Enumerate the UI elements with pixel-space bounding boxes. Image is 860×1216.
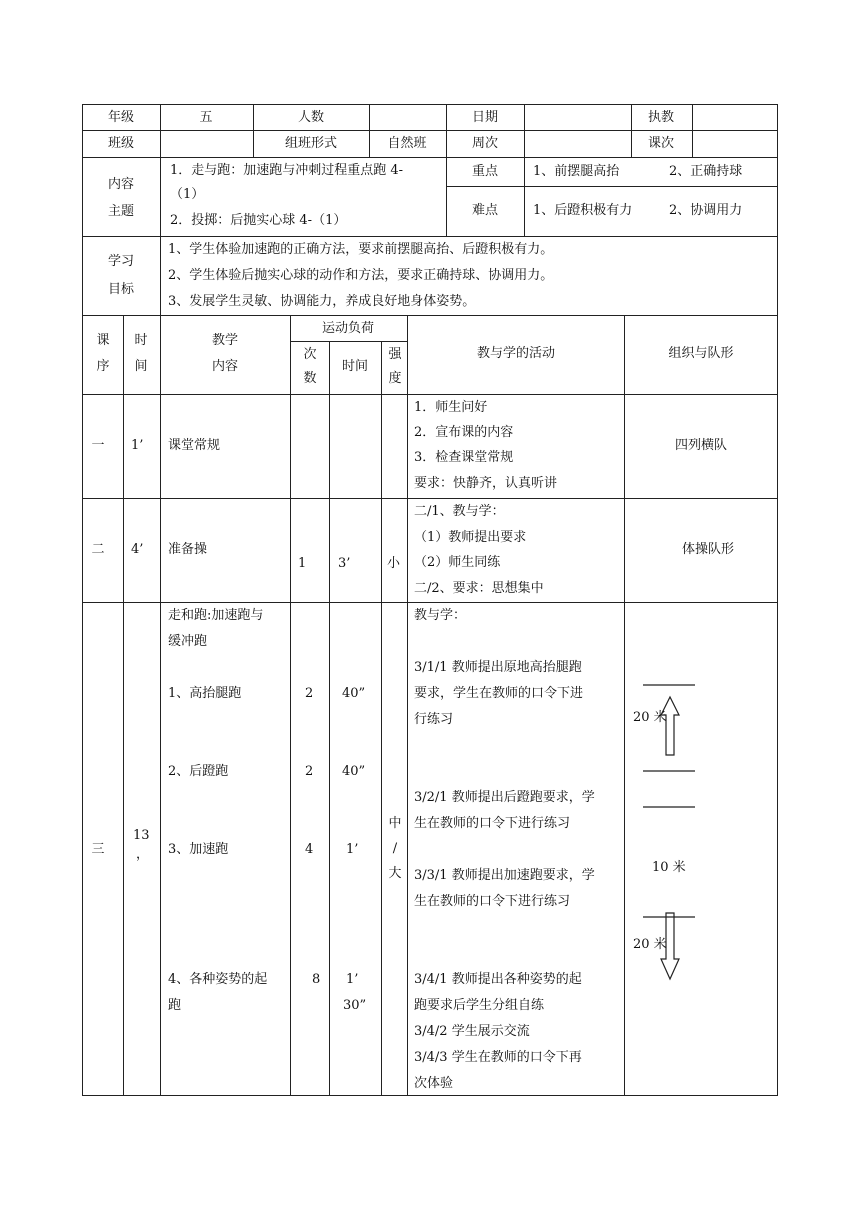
item-duration: 30” <box>343 998 367 1013</box>
activity-line: 二/2、要求：思想集中 <box>414 581 544 596</box>
col-time-1: 时 <box>134 333 148 348</box>
item-name: 1、高抬腿跑 <box>168 686 242 701</box>
key-point-1: 1、前摆腿高抬 <box>533 164 620 179</box>
activity-line: 二/1、教与学： <box>414 504 505 519</box>
difficulty-label: 难点 <box>471 203 499 218</box>
organization-label: 组班形式 <box>284 136 338 151</box>
grade-label: 年级 <box>107 110 135 125</box>
activity-line: 要求，学生在教师的口令下进 <box>414 686 584 701</box>
activity-line: 3/3/1 教师提出加速跑要求，学 <box>414 868 595 883</box>
col-reps-2: 数 <box>303 371 317 386</box>
col-intensity-2: 度 <box>388 371 402 386</box>
col-content-2: 内容 <box>211 359 239 374</box>
student-count-label: 人数 <box>297 110 325 125</box>
item-reps: 2 <box>305 764 314 779</box>
difficulty-2: 2、协调用力 <box>669 203 743 218</box>
col-formation: 组织与队形 <box>668 346 734 361</box>
date-label: 日期 <box>471 110 499 125</box>
objectives-label-2: 目标 <box>107 282 135 297</box>
item-duration: 1’ <box>346 972 359 987</box>
difficulty-1: 1、后蹬积极有力 <box>533 203 633 218</box>
organization-value: 自然班 <box>387 136 427 151</box>
row-content-title: 缓冲跑 <box>168 634 208 649</box>
activity-line: 1．师生问好 <box>414 400 488 415</box>
row-time: 13 <box>133 828 150 843</box>
activity-line: 3/4/1 教师提出各种姿势的起 <box>414 972 582 987</box>
row-content: 准备操 <box>168 542 208 557</box>
col-order-1: 课 <box>96 333 110 348</box>
row-content: 课堂常规 <box>168 438 221 453</box>
activity-line: 3/1/1 教师提出原地高抬腿跑 <box>414 660 582 675</box>
item-duration: 1’ <box>346 842 359 857</box>
row-intensity: / <box>392 841 398 856</box>
activity-line: 3/2/1 教师提出后蹬跑要求，学 <box>414 790 595 805</box>
activity-line: （1）教师提出要求 <box>414 530 527 545</box>
running-lane-diagram <box>625 603 777 1095</box>
distance-label: 20 米 <box>633 710 667 725</box>
objective-item: 1、学生体验加速跑的正确方法，要求前摆腿高抬、后蹬积极有力。 <box>168 242 554 257</box>
row-duration: 3’ <box>338 556 351 571</box>
objective-item: 2、学生体验后抛实心球的动作和方法，要求正确持球、协调用力。 <box>168 268 554 283</box>
activity-line: 2．宣布课的内容 <box>414 425 514 440</box>
row-order: 一 <box>91 438 105 453</box>
activity-line: 3/4/3 学生在教师的口令下再 <box>414 1050 582 1065</box>
item-reps: 4 <box>305 842 314 857</box>
key-point-2: 2、正确持球 <box>669 164 743 179</box>
col-load: 运动负荷 <box>321 321 375 336</box>
row-order: 二 <box>91 542 105 557</box>
content-line-2: 2．投掷：后抛实心球 4-（1） <box>170 213 347 228</box>
objectives-label-1: 学习 <box>107 254 135 269</box>
row-formation: 四列横队 <box>674 438 728 453</box>
row-time: 4’ <box>131 542 144 557</box>
row-content-title: 走和跑:加速跑与 <box>168 608 264 623</box>
row-intensity: 大 <box>388 866 402 881</box>
row-intensity: 中 <box>388 816 402 831</box>
up-arrow-icon <box>661 697 679 755</box>
teacher-label: 执教 <box>647 110 675 125</box>
content-line-1b: （1） <box>170 187 205 202</box>
activity-line: 行练习 <box>414 712 454 727</box>
item-duration: 40” <box>342 686 366 701</box>
item-name: 跑 <box>168 998 182 1013</box>
class-label: 班级 <box>107 136 135 151</box>
activity-line: 3．检查课堂常规 <box>414 450 514 465</box>
week-label: 周次 <box>471 136 499 151</box>
item-name: 4、各种姿势的起 <box>168 972 268 987</box>
lesson-number-label: 课次 <box>647 136 675 151</box>
col-intensity-1: 强 <box>388 347 402 362</box>
row-intensity: 小 <box>387 556 401 571</box>
row-time-mark: ， <box>136 847 150 862</box>
grade-value: 五 <box>199 110 213 125</box>
activity-line: 要求：快静齐，认真听讲 <box>414 476 558 491</box>
activity-line: （2）师生同练 <box>414 555 501 570</box>
col-order-2: 序 <box>96 359 110 374</box>
row-order: 三 <box>91 842 105 857</box>
content-theme-label-2: 主题 <box>107 204 135 219</box>
row-formation: 体操队形 <box>681 542 735 557</box>
objective-item: 3、发展学生灵敏、协调能力，养成良好地身体姿势。 <box>168 294 476 309</box>
col-activities: 教与学的活动 <box>476 346 556 361</box>
col-time-2: 间 <box>134 359 148 374</box>
activity-line: 生在教师的口令下进行练习 <box>414 894 571 909</box>
col-content-1: 教学 <box>211 333 239 348</box>
content-theme-label-1: 内容 <box>107 177 135 192</box>
row-time: 1’ <box>131 438 144 453</box>
distance-label: 10 米 <box>652 860 686 875</box>
item-reps: 8 <box>312 972 321 987</box>
item-duration: 40” <box>342 764 366 779</box>
item-name: 3、加速跑 <box>168 842 229 857</box>
col-reps-1: 次 <box>303 347 317 362</box>
activity-line: 3/4/2 学生展示交流 <box>414 1024 530 1039</box>
distance-label: 20 米 <box>633 937 667 952</box>
key-points-label: 重点 <box>471 164 499 179</box>
row-reps: 1 <box>298 556 307 571</box>
item-reps: 2 <box>305 686 314 701</box>
activity-line: 生在教师的口令下进行练习 <box>414 816 571 831</box>
col-duration: 时间 <box>341 359 369 374</box>
content-line-1: 1．走与跑：加速跑与冲刺过程重点跑 4- <box>170 163 404 178</box>
activity-line: 次体验 <box>414 1076 454 1091</box>
activity-line: 跑要求后学生分组自练 <box>414 998 545 1013</box>
activity-head: 教与学： <box>414 608 467 623</box>
item-name: 2、后蹬跑 <box>168 764 229 779</box>
